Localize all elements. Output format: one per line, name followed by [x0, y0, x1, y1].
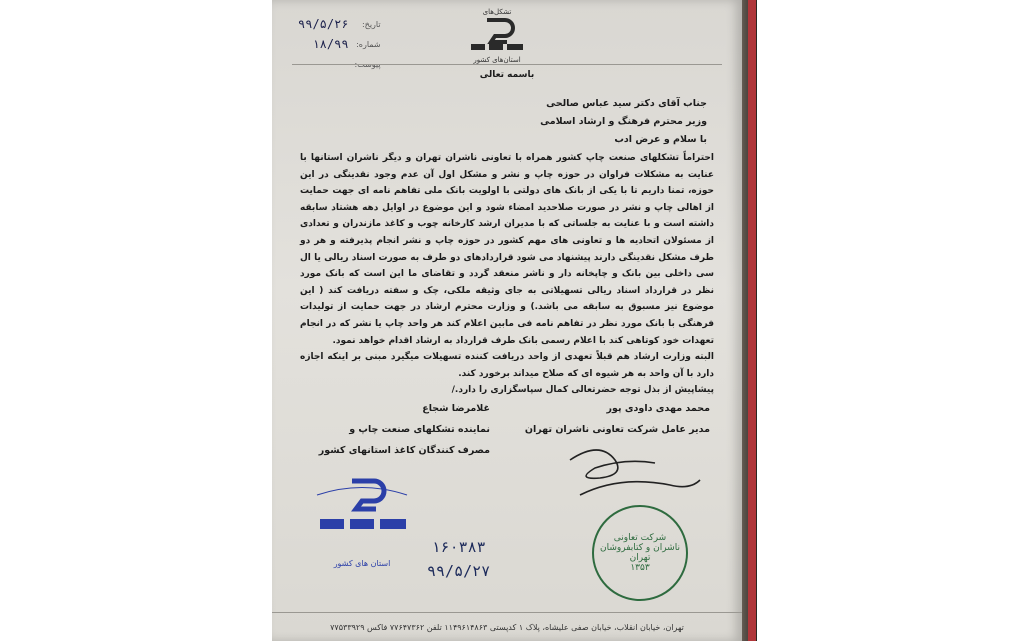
round-stamp-year: ۱۳۵۳ [630, 563, 650, 573]
date-label: تاریخ: [361, 19, 381, 29]
body-paragraph-1: احتراماً تشکلهای صنعت چاپ کشور همراه با تعاونی ناشران تهران و دیگر ناشران استانها با عنایت به مشکلات فراوان در حوزه چاپ و نشر و مشکل اول آن عدم وجود نقدینگی در این حوزه، تمنا داریم تا با یکی از بانک های دولتی با اولویت بانک ملی تفاهم نامه ای جهت حمایت از اهالی چاپ و نشر در صورت صلاحدید امضاء شود و این موضوع در اوایل دهه هشتاد سابقه داشته است و با عنایت به جلساتی که با مدیران ارشد کارخانه چوب و کاغذ مازندران و تعدادی از مسئولان اتحادیه ها و تعاونی های مهم کشور در حوزه چاپ و نشر انجام پذیرفته و هر دو طرف مشکل نقدینگی دارند پیشنهاد می شود قراردادهای دو طرف به صورت اسناد ریالی یا ال سی داخلی بین بانک و چاپخانه دار و ناشر منعقد گردد و تقاضای ما این است که بانک مورد نظر در قرارداد اسناد ریالی تسهیلاتی به جای وثیقه ملکی، چک و سفته دریافت کند ( این موضوع نیز مسبوق به سابقه می باشد.) و وزارت محترم ارشاد در جهت حمایت از تولیدات فرهنگی با بانک مورد نظر در تفاهم نامه فی مابین اعلام کند هر واحد چاپ یا نشر که در انجام تعهدات خود کوتاهی کند با اعلام رسمی بانک طرف قرارداد به ارشاد اقدام خواهد نمود. [300, 153, 714, 346]
signer-left-name: غلامرضا شجاع [422, 403, 490, 414]
signature-right [510, 398, 710, 518]
green-round-stamp [592, 505, 688, 601]
handwritten-reference [427, 535, 490, 583]
blue-organization-stamp [312, 475, 412, 568]
signer-left-title-1: نماینده تشکلهای صنعت چاپ و [349, 424, 490, 435]
header-divider [292, 64, 722, 65]
signer-right-name: محمد مهدی داودی پور [606, 403, 710, 414]
logo-top-text: تشکل‌های [482, 8, 512, 16]
logo-bottom-text: استان‌های کشور [473, 56, 521, 64]
body-paragraph-2: البته وزارت ارشاد هم قبلاً تعهدی از واحد دریافت کننده تسهیلات میگیرد مبنی بر اینکه اجازه دارد با آن واحد به هر شیوه ای که صلاح میداند برخورد کند. [300, 352, 714, 379]
letter-heading: باسمه تعالی [479, 70, 535, 80]
letterhead-logo [462, 8, 532, 64]
background-right [754, 0, 1024, 641]
body-paragraph-3: پیشاپیش از بذل توجه حضرتعالی کمال سپاسگزاری را دارد./ [451, 385, 714, 396]
date-value: ۹۹/۵/۲۶ [298, 17, 349, 31]
handwritten-signature-right [560, 440, 710, 510]
number-row [298, 34, 381, 54]
letter-meta [298, 14, 381, 74]
greeting: با سلام و عرض ادب [614, 134, 707, 145]
recipient-block [540, 95, 707, 149]
round-stamp-text-2: ناشران و کتابفروشان تهران [600, 543, 680, 563]
blue-stamp-caption: استان های کشور [333, 559, 391, 568]
date-row [298, 14, 381, 34]
background-left [0, 0, 262, 641]
logo-mark-icon [467, 16, 527, 52]
blue-logo-stamp-icon [312, 475, 412, 555]
recipient-title: وزیر محترم فرهنگ و ارشاد اسلامی [540, 116, 707, 127]
handwritten-ref-date: ۹۹/۵/۲۷ [427, 562, 491, 580]
letter-page [272, 0, 742, 641]
signer-right-title: مدیر عامل شرکت تعاونی ناشران تهران [524, 424, 710, 435]
signature-left [290, 398, 490, 461]
number-value: ۱۸/۹۹ [312, 37, 349, 51]
letter-footer [272, 612, 742, 641]
letter-body [300, 150, 714, 399]
attachment-label: پیوست: [354, 59, 381, 69]
number-label: شماره: [356, 39, 381, 49]
footer-address: تهران، خیابان انقلاب، خیابان صفی علیشاه، پلاک ۱ کدپستی ۱۱۴۹۶۱۴۸۶۳ تلفن ۷۷۶۴۷۳۶۲ فاکس ۷۷۵۳۳۹۲۹ [330, 622, 684, 632]
round-stamp-text-1: شرکت تعاونی [613, 533, 667, 543]
recipient-name: جناب آقای دکتر سید عباس صالحی [546, 98, 707, 109]
signer-left-title-2: مصرف کنندگان کاغذ استانهای کشور [318, 445, 490, 456]
handwritten-ref-number: ۱۶۰۳۸۳ [431, 538, 486, 556]
desk-edge-accent [748, 0, 756, 641]
